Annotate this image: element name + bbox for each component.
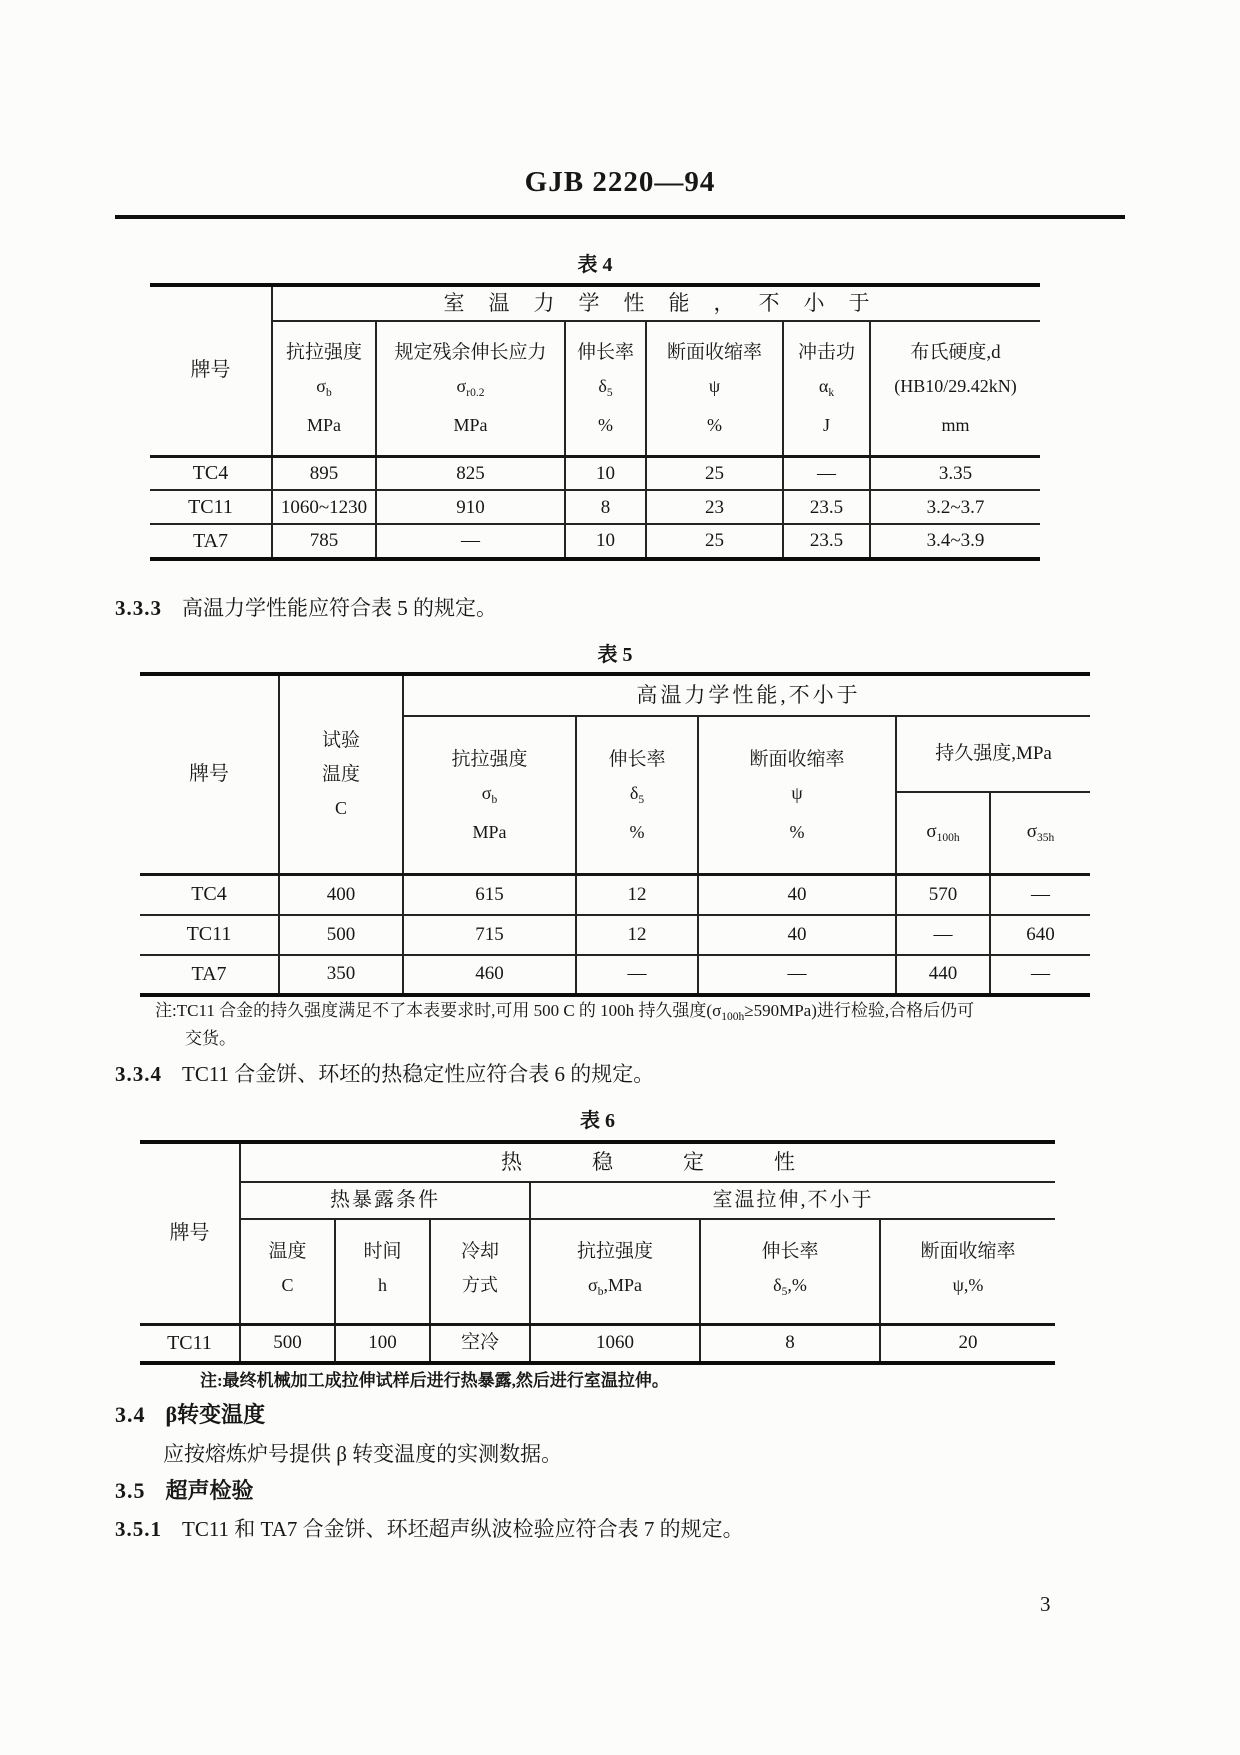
table5-caption: 表 5 (597, 644, 633, 666)
sigma-symbol: σ (712, 1001, 722, 1020)
value-cell: 12 (576, 874, 698, 914)
section-3-4-body: 应按熔炼炉号提供 β 转变温度的实测数据。 (163, 1442, 563, 1466)
section-3-4-heading (115, 1398, 265, 1429)
page-number: 3 (1040, 1592, 1051, 1616)
col-unit: % (707, 414, 722, 435)
value-cell: 100 (335, 1324, 430, 1361)
value-cell: 825 (376, 456, 565, 490)
table5-row-ta7 (140, 955, 1090, 993)
standard-number-title: GJB 2220—94 (524, 166, 716, 198)
value-cell: — (990, 955, 1090, 993)
table6-col-cooling (430, 1219, 530, 1324)
table6-col-tensile (530, 1219, 700, 1324)
col-name: 伸长率 (761, 1241, 819, 1262)
table5-span-header: 高温力学性能,不小于 (403, 676, 1090, 716)
table4-col-reduction (646, 321, 783, 456)
value-cell: 10 (565, 456, 646, 490)
table6-row-tc11 (140, 1324, 1055, 1361)
table4-header-row-2 (150, 321, 1040, 456)
table5-endurance-header: 持久强度,MPa (896, 716, 1090, 792)
section-title: β转变温度 (165, 1402, 266, 1427)
table6 (140, 1140, 1055, 1365)
col-name: 伸长率 (608, 748, 666, 770)
value-cell: 350 (279, 955, 403, 993)
col-name: 试验 (321, 730, 360, 752)
col-name: 冲击功 (797, 341, 855, 363)
table6-tensile-header: 室温拉伸,不小于 (530, 1182, 1055, 1219)
table5-row-tc11 (140, 915, 1090, 955)
table5-col-tensile (403, 716, 576, 874)
table5-temp-header (279, 676, 403, 874)
section-3-5-1 (115, 1513, 744, 1543)
value-cell: 570 (896, 874, 990, 914)
table4-row-ta7 (150, 524, 1040, 557)
value-cell: 23.5 (783, 490, 870, 524)
table4-grade-header: 牌号 (150, 287, 272, 456)
value-cell: — (376, 524, 565, 557)
col-name: 抗拉强度 (576, 1241, 653, 1262)
value-cell: 910 (376, 490, 565, 524)
value-cell: 3.35 (870, 456, 1040, 490)
col-symbol: $\sigma_b$ (481, 782, 498, 806)
col-unit: mm (941, 414, 970, 435)
col-symbol: $\sigma_b,MPa$ (588, 1275, 642, 1298)
section-number: 3.4 (115, 1402, 146, 1427)
col-symbol: ψ,% (952, 1275, 984, 1295)
col-unit: J (822, 414, 830, 435)
value-cell: 895 (272, 456, 376, 490)
col-name: 抗拉强度 (451, 748, 528, 770)
section-text: TC11 合金饼、环坯的热稳定性应符合表 6 的规定。 (182, 1062, 655, 1086)
value-cell: 23 (646, 490, 783, 524)
value-cell: 400 (279, 874, 403, 914)
table6-header-row-2 (140, 1182, 1055, 1219)
col-unit: MPa (453, 414, 488, 435)
col-unit: % (598, 414, 613, 435)
value-cell: 785 (272, 524, 376, 557)
value-cell: 500 (240, 1324, 335, 1361)
col-name: 温度 (268, 1241, 307, 1262)
value-cell: 1060 (530, 1324, 700, 1361)
table6-grade-header: 牌号 (140, 1144, 240, 1324)
table4-header-row-1 (150, 287, 1040, 321)
value-cell: 440 (896, 955, 990, 993)
col-name: 冷却 (460, 1241, 499, 1262)
table4-col-tensile (272, 321, 376, 456)
grade-cell: TC11 (150, 490, 272, 524)
table4-col-residual (376, 321, 565, 456)
section-number: 3.3.4 (115, 1062, 162, 1086)
col-symbol: ψ (708, 375, 721, 396)
value-cell: 25 (646, 456, 783, 490)
value-cell: — (783, 456, 870, 490)
col-name: 温度 (321, 764, 360, 786)
table5-grade-header: 牌号 (140, 676, 279, 874)
grade-cell: TC4 (150, 456, 272, 490)
table5-row-tc4 (140, 874, 1090, 914)
table5-col-reduction (698, 716, 896, 874)
col-name: 断面收缩率 (749, 748, 845, 770)
table5-col-sigma35h: $\sigma_{35h}$ (990, 792, 1090, 874)
table5-header-row-1 (140, 676, 1090, 716)
value-cell: 8 (700, 1324, 880, 1361)
grade-cell: TC11 (140, 915, 279, 955)
table4-span-header: 室温力学性能，不小于 (272, 287, 1040, 321)
col-name: 断面收缩率 (920, 1241, 1016, 1262)
value-cell: — (698, 955, 896, 993)
value-cell: 640 (990, 915, 1090, 955)
grade-cell: TA7 (150, 524, 272, 557)
value-cell: 40 (698, 915, 896, 955)
value-cell: — (990, 874, 1090, 914)
grade-cell: TC4 (140, 874, 279, 914)
section-title: 超声检验 (165, 1478, 254, 1503)
value-cell: 空冷 (430, 1324, 530, 1361)
section-3-5-heading (115, 1474, 254, 1505)
value-cell: 8 (565, 490, 646, 524)
col-name: 布氏硬度,d (910, 341, 1001, 363)
value-cell: 3.4~3.9 (870, 524, 1040, 557)
value-cell: — (896, 915, 990, 955)
col-name: 断面收缩率 (666, 341, 762, 363)
col-symbol: C (281, 1275, 294, 1295)
col-unit: % (629, 821, 645, 842)
value-cell: 3.2~3.7 (870, 490, 1040, 524)
col-symbol: $\alpha_k$ (818, 375, 835, 399)
col-symbol: $\delta_5$ (598, 375, 613, 399)
table6-exposure-header: 热暴露条件 (240, 1182, 530, 1219)
table4-caption: 表 4 (577, 254, 613, 276)
col-unit: C (334, 798, 347, 819)
col-symbol: $\delta_5$ (629, 782, 645, 806)
section-number: 3.5 (115, 1478, 146, 1503)
table6-col-time (335, 1219, 430, 1324)
section-3-3-3 (115, 592, 497, 622)
table4-col-elongation (565, 321, 646, 456)
table4 (150, 283, 1040, 561)
value-cell: 460 (403, 955, 576, 993)
section-number: 3.3.3 (115, 596, 162, 620)
note-text: ≥590MPa)进行检验,合格后仍可 (744, 1001, 975, 1020)
header-rule (115, 215, 1125, 219)
value-cell: 25 (646, 524, 783, 557)
table6-note: 注:最终机械加工成拉伸试样后进行热暴露,然后进行室温拉伸。 (200, 1371, 669, 1390)
table5-col-elongation (576, 716, 698, 874)
value-cell: 20 (880, 1324, 1055, 1361)
col-name: 抗拉强度 (285, 341, 362, 363)
value-cell: 10 (565, 524, 646, 557)
note-text: 注:TC11 合金的持久强度满足不了本表要求时,可用 500 C 的 100h 持久强度( (155, 1001, 713, 1020)
section-text: 高温力学性能应符合表 5 的规定。 (182, 596, 497, 620)
table4-row-tc11 (150, 490, 1040, 524)
col-unit: MPa (472, 821, 507, 842)
col-symbol: $\sigma_b$ (316, 375, 332, 399)
col-name: 规定残余伸长应力 (394, 341, 547, 363)
table4-row-tc4 (150, 456, 1040, 490)
section-number: 3.5.1 (115, 1517, 162, 1541)
value-cell: 1060~1230 (272, 490, 376, 524)
table4-col-impact (783, 321, 870, 456)
col-symbol: $\delta_5,\%$ (773, 1275, 807, 1298)
table6-col-reduction (880, 1219, 1055, 1324)
col-symbol: (HB10/29.42kN) (894, 375, 1017, 396)
grade-cell: TA7 (140, 955, 279, 993)
col-symbol: ψ (791, 782, 803, 803)
table6-col-temp (240, 1219, 335, 1324)
table4-col-hardness (870, 321, 1040, 456)
value-cell: 615 (403, 874, 576, 914)
grade-cell: TC11 (140, 1324, 240, 1361)
table5-note-line2: 交货。 (185, 1029, 236, 1048)
col-unit: MPa (306, 414, 341, 435)
value-cell: 500 (279, 915, 403, 955)
col-symbol: h (378, 1275, 387, 1295)
value-cell: — (576, 955, 698, 993)
table6-header-row-1 (140, 1144, 1055, 1182)
value-cell: 12 (576, 915, 698, 955)
section-text: TC11 和 TA7 合金饼、环坯超声纵波检验应符合表 7 的规定。 (182, 1517, 744, 1541)
table5 (140, 672, 1090, 997)
table5-col-sigma100h: $\sigma_{100h}$ (896, 792, 990, 874)
value-cell: 40 (698, 874, 896, 914)
col-symbol: 方式 (462, 1275, 498, 1295)
table6-span-header: 热稳定性 (240, 1144, 1055, 1182)
table6-header-row-3 (140, 1219, 1055, 1324)
col-name: 时间 (363, 1241, 402, 1262)
table6-caption: 表 6 (580, 1110, 615, 1132)
value-cell: 23.5 (783, 524, 870, 557)
table5-note-line1: 注:TC11 合金的持久强度满足不了本表要求时,可用 500 C 的 100h 持久强度$(\sigma_{100h}\ge 590MPa)$进行检验,合格后仍可 (155, 1001, 975, 1023)
col-unit: % (789, 821, 805, 842)
value-cell: 715 (403, 915, 576, 955)
table6-col-elongation (700, 1219, 880, 1324)
col-name: 伸长率 (576, 341, 634, 363)
section-3-3-4 (115, 1058, 654, 1088)
col-symbol: $\sigma_{r0.2}$ (456, 375, 485, 399)
